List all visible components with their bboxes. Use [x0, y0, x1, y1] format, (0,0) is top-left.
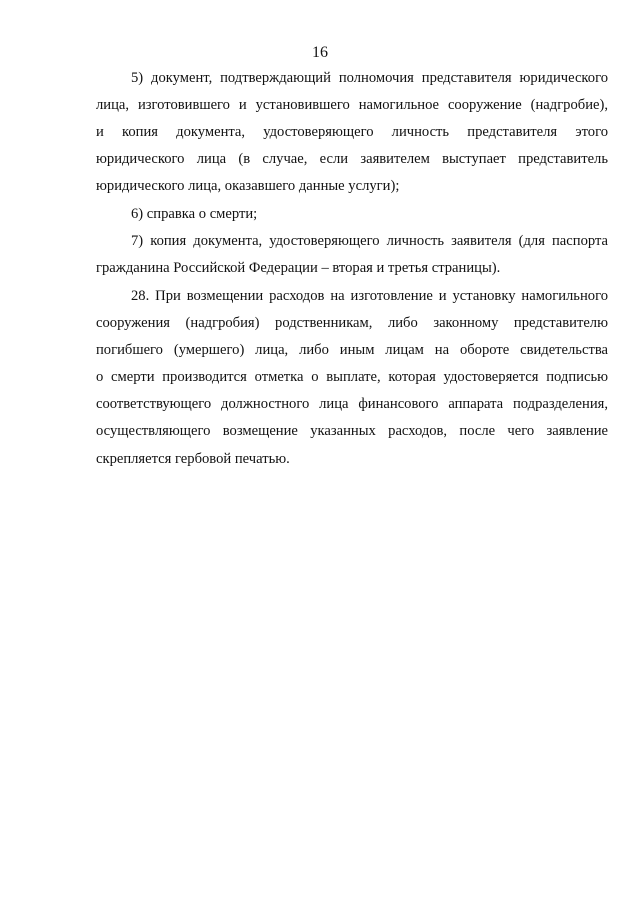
paragraph-item-28-line-4: о смерти производится отметка о выплате, которая удостоверяется подписью [96, 369, 608, 385]
paragraph-item-5-line-5: юридического лица, оказавшего данные услуги); [96, 178, 400, 194]
paragraph-item-28-line-1: 28. При возмещении расходов на изготовление и установку намогильного [131, 288, 608, 304]
page-number: 16 [312, 44, 328, 61]
paragraph-item-5-line-1: 5) документ, подтверждающий полномочия представителя юридического [131, 70, 608, 86]
paragraph-item-5-line-2: лица, изготовившего и установившего намогильное сооружение (надгробие), [96, 97, 608, 113]
paragraph-item-28-line-5: соответствующего должностного лица финансового аппарата подразделения, [96, 396, 608, 412]
paragraph-item-7-line-1: 7) копия документа, удостоверяющего личность заявителя (для паспорта [131, 233, 608, 249]
paragraph-item-28-line-6: осуществляющего возмещение указанных расходов, после чего заявление [96, 423, 608, 439]
paragraph-item-5-line-3: и копия документа, удостоверяющего личность представителя этого [96, 124, 608, 140]
paragraph-item-28-line-7: скрепляется гербовой печатью. [96, 451, 290, 467]
paragraph-item-28-line-3: погибшего (умершего) лица, либо иным лицам на обороте свидетельства [96, 342, 608, 358]
paragraph-item-7-line-2: гражданина Российской Федерации – вторая и третья страницы). [96, 260, 501, 276]
paragraph-item-5-line-4: юридического лица (в случае, если заявителем выступает представитель [96, 151, 608, 167]
paragraph-item-28-line-2: сооружения (надгробия) родственникам, либо законному представителю [96, 315, 608, 331]
paragraph-item-6-line-1: 6) справка о смерти; [131, 206, 258, 222]
